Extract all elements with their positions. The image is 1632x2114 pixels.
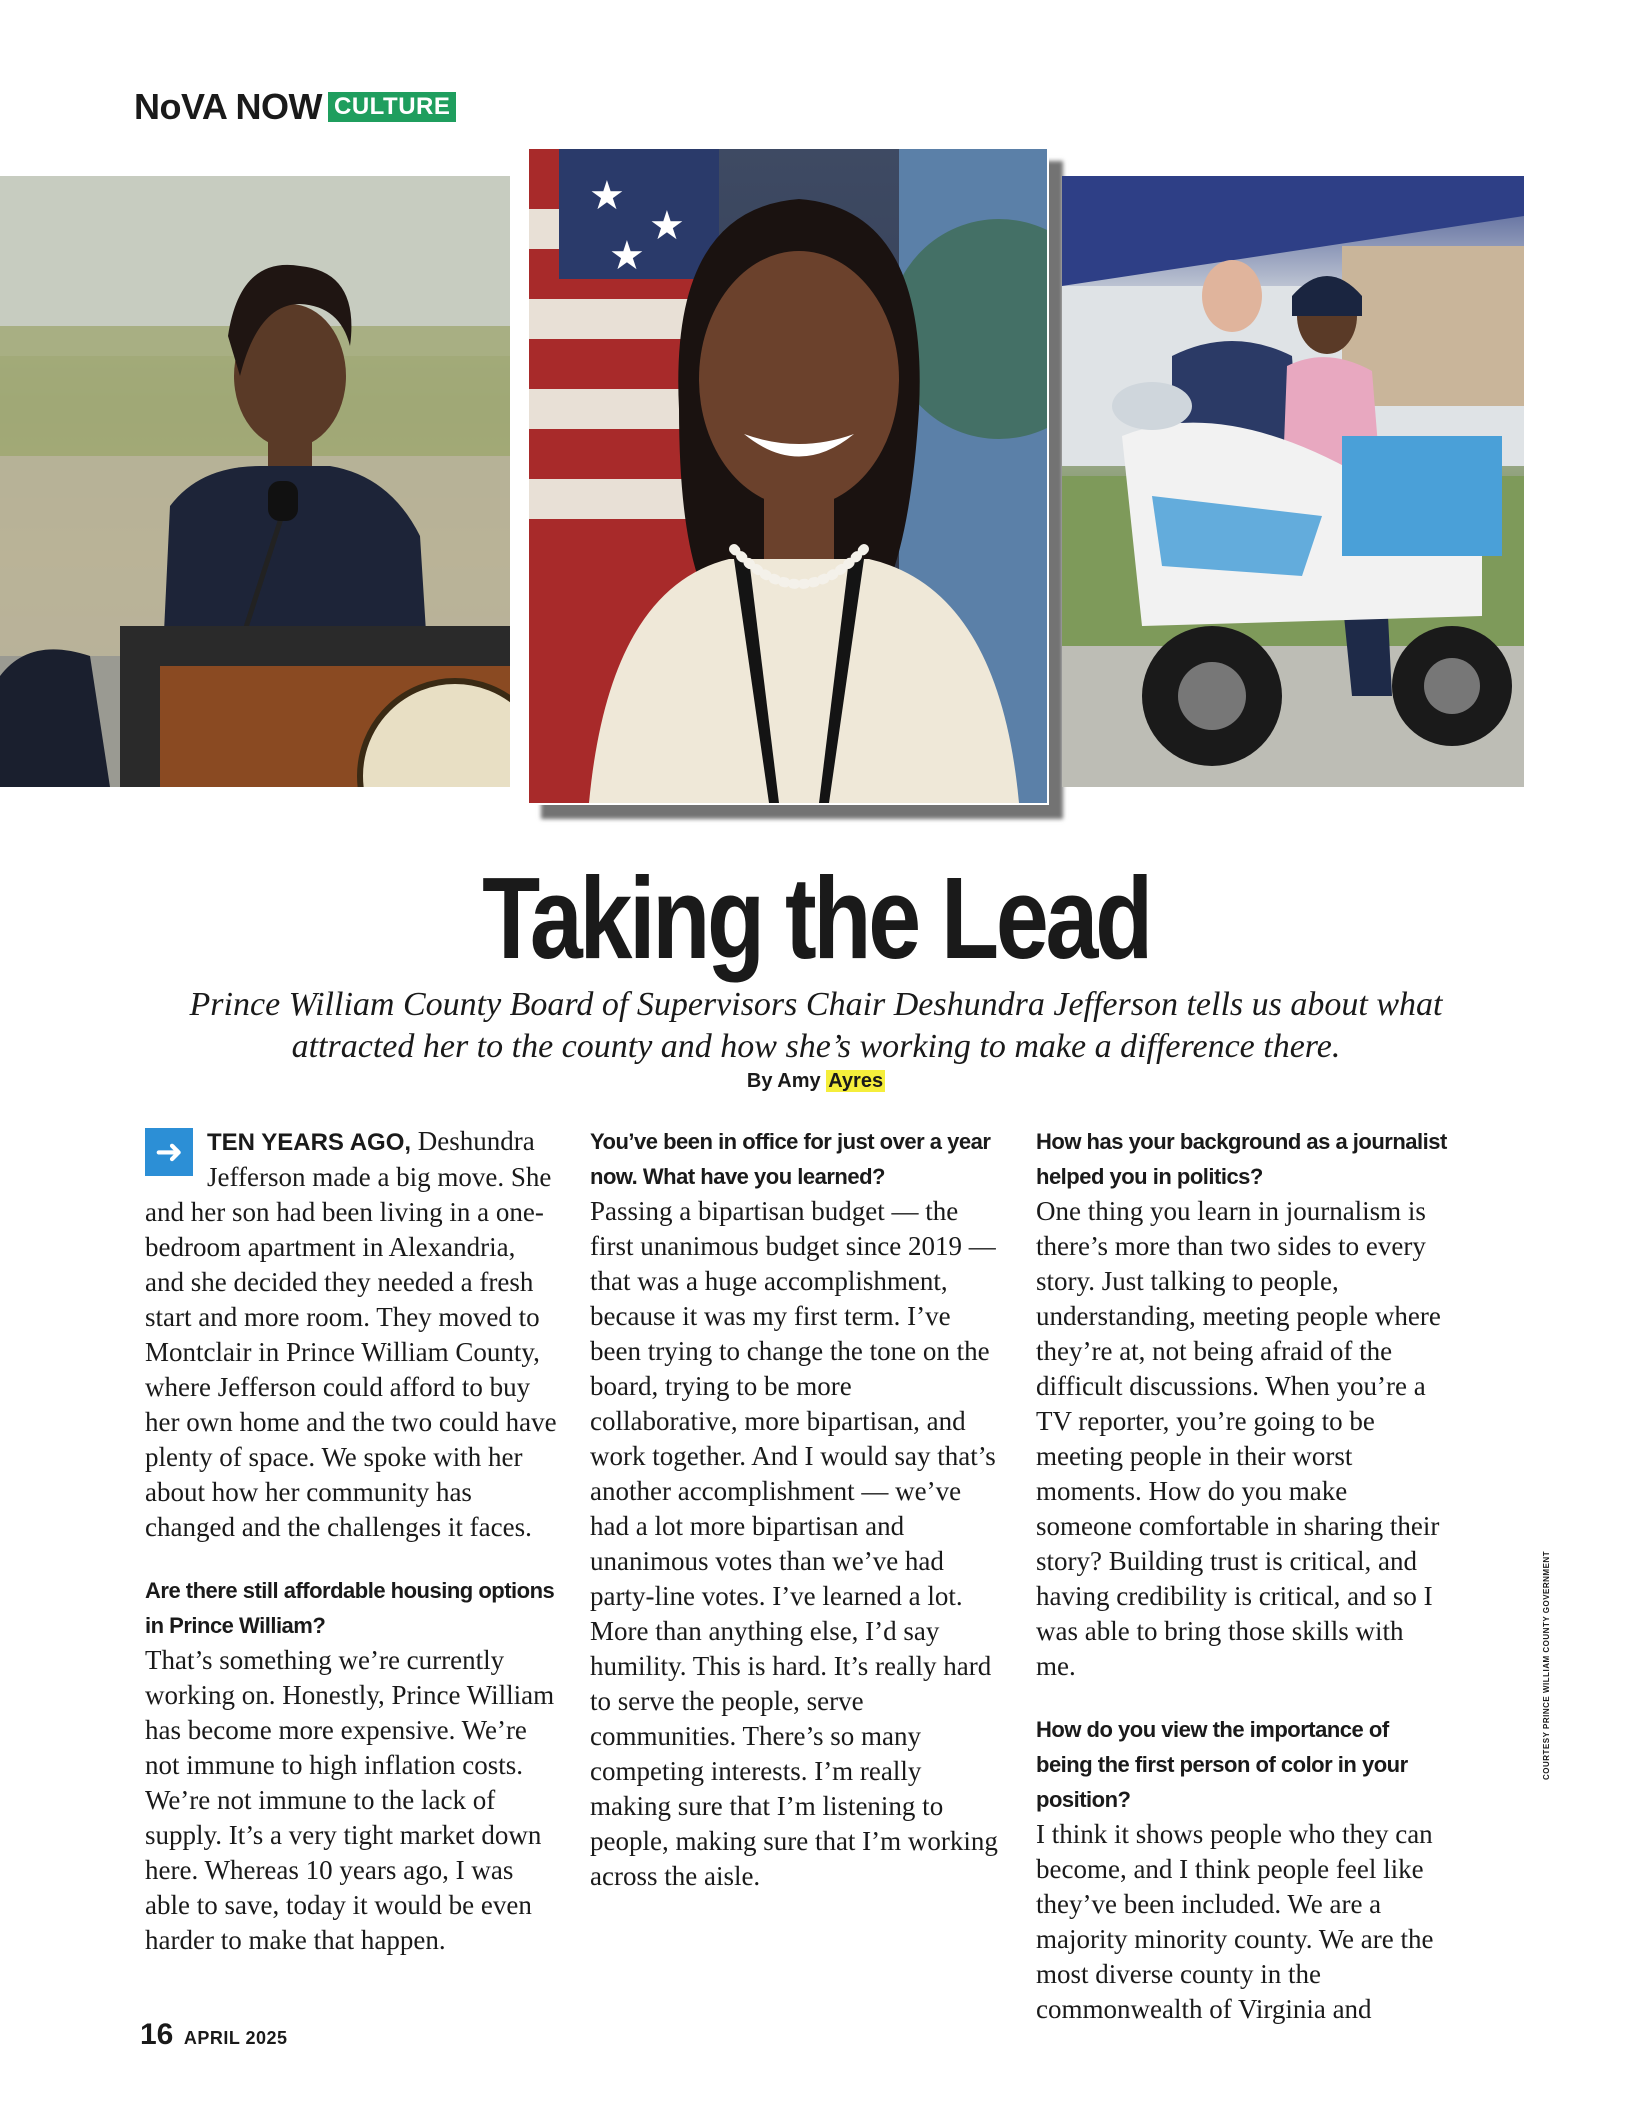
column-2	[590, 1124, 1002, 1894]
byline-prefix: By Amy	[746, 1070, 827, 1092]
page-footer	[140, 2018, 288, 2052]
photo-portrait	[527, 147, 1049, 805]
byline-name: Ayres	[828, 1070, 884, 1092]
svg-text:★: ★	[649, 203, 685, 249]
answer-2: Passing a bipartisan budget — the first unanimous budget since 2019 — that was a huge accomplishment, because it was my first term. I’ve been trying to change the tone on the board, trying to be more collaborative, more bipartisan, and work together. And I would say that’s another accomplishment — we’ve had a lot more bipartisan and unanimous votes than we’ve had party-line votes. I’ve learned a lot. More than anything else, I’d say humility. This is hard. It’s really hard to serve the people, serve communities. There’s so many competing interests. I’m really making sure that I’m listening to people, making sure that I’m working across the aisle.	[590, 1196, 998, 1891]
answer-4: I think it shows people who they can become, and I think people feel like they’ve been included. We are a majority minority county. We are the most diverse county in the commonwealth of Virginia and	[1036, 1819, 1434, 2024]
magazine-header	[134, 86, 456, 128]
photo-credit: COURTESY PRINCE WILLIAM COUNTY GOVERNMENT	[1542, 1550, 1551, 1780]
column-1	[145, 1124, 557, 1961]
headline: Taking the Lead	[482, 853, 1150, 983]
svg-text:★: ★	[609, 233, 645, 279]
photo-podium	[0, 176, 510, 787]
arrow-right-icon: ➜	[145, 1128, 193, 1176]
section-tag: CULTURE	[328, 92, 456, 122]
issue-date: APRIL 2025	[183, 2028, 288, 2048]
answer-3: One thing you learn in journalism is there’s more than two sides to every story. Just talking to people, understanding, meeting people where they’re at, not being afraid of the difficult discussions. When you’re a TV reporter, you’re going to be meeting people in their worst moments. How do you make someone comfortable in sharing their story? Building trust is critical, and having credibility is critical, and so I was able to bring those skills with me.	[1036, 1196, 1441, 1681]
lead-in: TEN YEARS AGO,	[207, 1129, 412, 1156]
intro-text: Deshundra Jefferson made a big move. She and her son had been living in a one-bedroom apartment in Alexandria, and she decided they needed a fresh start and more room. They moved to Montclair in Prince William County, where Jefferson could afford to buy her own home and the two could have plenty of space. We spoke with her about how her community has changed and the challenges it faces.	[145, 1126, 557, 1542]
dek: Prince William County Board of Supervisors Chair Deshundra Jefferson tells us about what attracted her to the county and how she’s working to make a difference there.	[189, 986, 1443, 1065]
column-3	[1036, 1124, 1448, 2027]
svg-text:★: ★	[589, 173, 625, 219]
photo-motorcycle	[1062, 176, 1524, 787]
question-3: How has your background as a journalist helped you in politics?	[1036, 1129, 1447, 1189]
page-number: 16	[140, 2018, 174, 2051]
answer-1: That’s something we’re currently working on. Honestly, Prince William has become more expensive. We’re not immune to high inflation costs. We’re not immune to the lack of supply. It’s a very tight market down here. Whereas 10 years ago, I was able to save, today it would be even harder to make that happen.	[145, 1645, 555, 1955]
question-1: Are there still affordable housing options in Prince William?	[145, 1578, 555, 1638]
question-4: How do you view the importance of being the first person of color in your position?	[1036, 1717, 1408, 1812]
motorcycle-scene	[1062, 176, 1524, 787]
portrait-scene	[529, 149, 1047, 803]
intro-paragraph	[145, 1124, 557, 1545]
byline	[0, 1070, 1632, 1093]
brand-logo: NoVA NOW	[134, 86, 322, 127]
podium-scene	[0, 176, 510, 787]
question-2: You’ve been in office for just over a year now. What have you learned?	[590, 1129, 991, 1189]
